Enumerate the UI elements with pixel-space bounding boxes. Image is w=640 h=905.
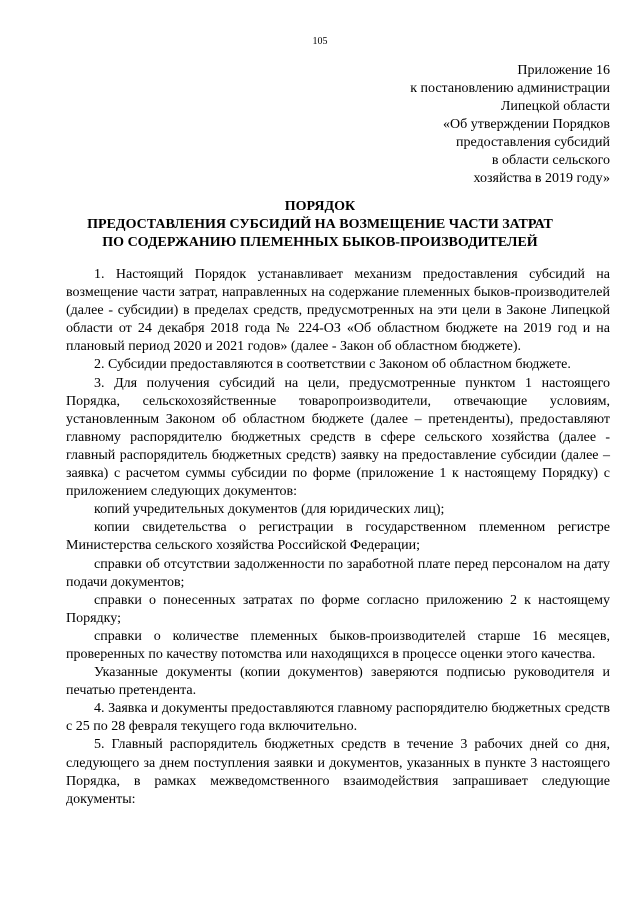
document-title: [0, 198, 640, 252]
appendix-line: в области сельского: [491, 153, 610, 168]
appendix-block: [310, 62, 610, 188]
paragraph: 5. Главный распорядитель бюджетных средств в течение 3 рабочих дней со дня, следующего за днем поступления заявки и документов, указанных в пункте 3 настоящего Порядка, в рамках межведомственного взаимодействия запрашивает следующие документы:: [66, 737, 610, 807]
list-item: копий учредительных документов (для юридических лиц);: [94, 502, 445, 518]
paragraph: 4. Заявка и документы предоставляются главному распорядителю бюджетных средств с 25 по 28 февраля текущего года включительно.: [66, 701, 610, 735]
page-number: 105: [312, 36, 328, 47]
paragraph: 1. Настоящий Порядок устанавливает механизм предоставления субсидий на возмещение части затрат, направленных на содержание племенных быков-производителей (далее - субсидии) в пределах средств, предусмотренных на эти цели в Законе Липецкой области от 24 декабря 2018 года № 224-ОЗ «Об областном бюджете на 2019 год и на плановый период 2020 и 2021 годов» (далее - Закон об областном бюджете).: [66, 267, 610, 355]
document-body: [66, 266, 610, 809]
appendix-line: «Об утверждении Порядков: [443, 117, 610, 132]
list-item: справки об отсутствии задолженности по заработной плате перед персоналом на дату подачи документов;: [66, 556, 610, 590]
appendix-line: хозяйства в 2019 году»: [473, 171, 610, 186]
list-item: справки о количестве племенных быков-производителей старше 16 месяцев, проверенных по качеству потомства или находящихся в процессе оценки этого качества.: [66, 628, 610, 662]
list-item: справки о понесенных затратах по форме согласно приложению 2 к настоящему Порядку;: [66, 592, 610, 626]
list-item: копии свидетельства о регистрации в государственном племенном регистре Министерства сельского хозяйства Российской Федерации;: [66, 520, 610, 554]
appendix-line: предоставления субсидий: [455, 135, 610, 150]
paragraph: 2. Субсидии предоставляются в соответствии с Законом об областном бюджете.: [94, 357, 571, 373]
appendix-line: Приложение 16: [517, 63, 610, 78]
paragraph: 3. Для получения субсидий на цели, предусмотренные пунктом 1 настоящего Порядка, сельскохозяйственные товаропроизводители, отвечающие условиям, установленным Законом об областном бюджете (далее – претенденты), предоставляют главному распорядителю бюджетных средств в сфере сельского хозяйства (далее - главный распорядитель бюджетных средств) заявку на предоставление субсидии (далее – заявка) с расчетом суммы субсидии по форме (приложение 1 к настоящему Порядку) с приложением следующих документов:: [66, 375, 610, 500]
title-line: ПОРЯДОК: [284, 199, 356, 214]
title-line: ПО СОДЕРЖАНИЮ ПЛЕМЕННЫХ БЫКОВ-ПРОИЗВОДИТЕЛЕЙ: [102, 235, 538, 250]
title-line: ПРЕДОСТАВЛЕНИЯ СУБСИДИЙ НА ВОЗМЕЩЕНИЕ ЧАСТИ ЗАТРАТ: [87, 217, 553, 232]
appendix-line: к постановлению администрации: [410, 81, 610, 96]
paragraph: Указанные документы (копии документов) заверяются подписью руководителя и печатью претендента.: [66, 665, 610, 699]
appendix-line: Липецкой области: [500, 99, 610, 114]
